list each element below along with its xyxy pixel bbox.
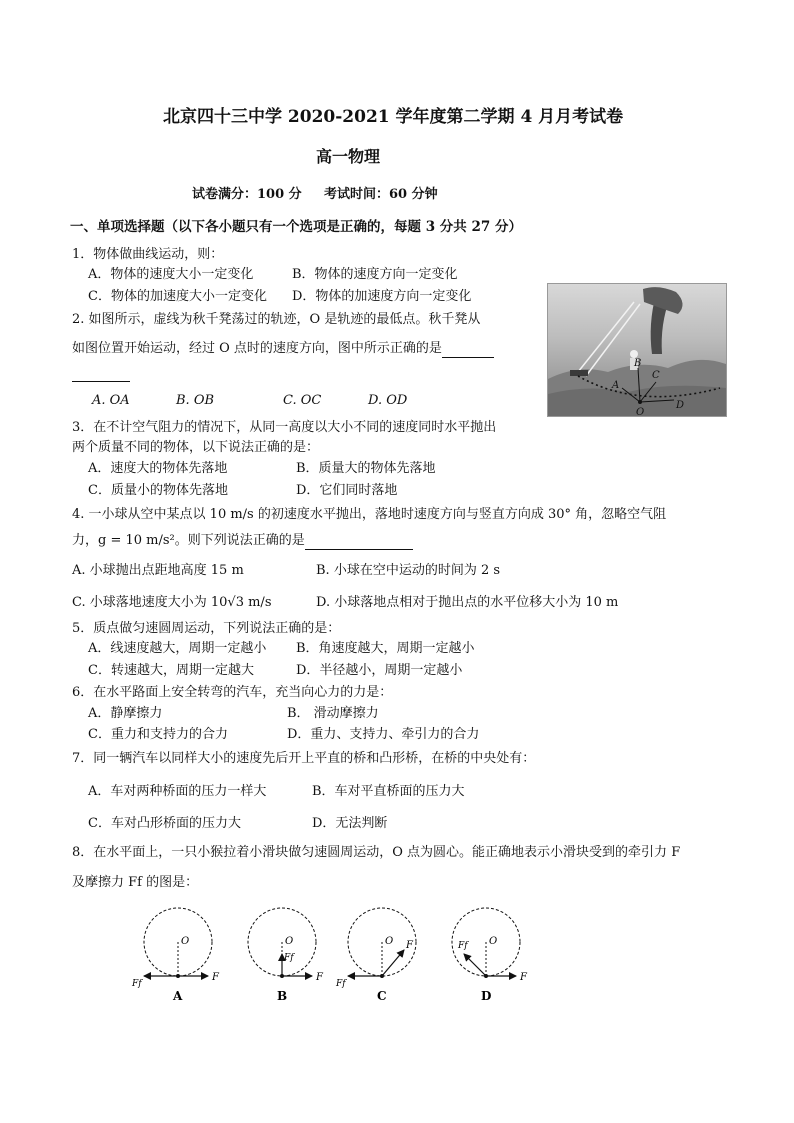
q7-stem: 7．同一辆汽车以同样大小的速度先后开上平直的桥和凸形桥，在桥的中央处有： [72,751,536,766]
diagram-a-f-label: F [212,972,219,983]
q3-line1: 3．在不计空气阻力的情况下，从同一高度以大小不同的速度同时水平抛出 [72,420,497,435]
q2-option-a: A. OA [92,393,130,408]
q4-option-b: B. 小球在空中运动的时间为 2 s [316,563,501,578]
diagram-c-ff-label: Ff [336,979,346,989]
answer-blank [442,343,494,358]
fig-label-b: B [634,358,642,369]
score-info: 试卷满分：100 分 [192,187,302,202]
q6-stem: 6．在水平路面上安全转弯的汽车，充当向心力的力是： [72,685,393,700]
diagram-d-f-label: F [520,972,527,983]
q4-option-c: C. 小球落地速度大小为 10√3 m/s [72,595,272,610]
diagram-c [335,908,416,1003]
diagram-a-ff-label: Ff [132,979,142,989]
q2-option-d: D. OD [368,393,408,408]
diagram-c-label: C [377,989,387,1003]
q4-option-a: A. 小球抛出点距地高度 15 m [72,563,244,578]
swing-photo [547,283,727,417]
q7-option-c: C．车对凸形桥面的压力大 [88,816,241,831]
diagram-c-f-label: F [406,940,413,951]
q3-option-b: B．质量大的物体先落地 [296,461,436,476]
q5-option-a: A．线速度越大，周期一定越小 [88,641,267,656]
q7-option-a: A．车对两种桥面的压力一样大 [88,784,267,799]
q3-option-d: D．它们同时落地 [296,483,398,498]
q5-stem: 5．质点做匀速圆周运动，下列说法正确的是： [72,621,341,636]
q5-option-c: C．转速越大，周期一定越大 [88,663,254,678]
force-diagrams [120,900,540,1012]
fig-label-o: O [636,407,645,416]
diagram-a-center-label: O [181,936,190,947]
diagram-b-center-label: O [285,936,294,947]
q7-option-d: D．无法判断 [312,816,388,831]
q1-option-a: A．物体的速度大小一定变化 [88,267,254,282]
time-info: 考试时间：60 分钟 [324,187,438,202]
q4-answer-blank [305,535,413,550]
q2-option-c: C. OC [283,393,322,408]
q1-stem: 1．物体做曲线运动，则： [72,247,224,262]
q6-option-a: A．静摩擦力 [88,706,163,721]
q3-option-c: C．质量小的物体先落地 [88,483,228,498]
section-heading: 一、单项选择题（以下各小题只有一个选项是正确的，每题 3 分共 27 分） [70,219,522,235]
q1-option-c: C．物体的加速度大小一定变化 [88,289,267,304]
q8-line2: 及摩擦力 Ff 的图是： [72,875,199,890]
q6-option-c: C．重力和支持力的合力 [88,727,228,742]
diagram-a [131,908,220,1003]
q2-line2: 如图位置开始运动，经过 O 点时的速度方向，图中所示正确的是 [72,341,442,356]
answer-blank-cont [72,367,130,382]
q2-line1: 2. 如图所示，虚线为秋千凳荡过的轨迹，O 是轨迹的最低点。秋千凳从 [72,312,481,327]
q4-line2: 力，g = 10 m/s²。则下列说法正确的是 [72,533,305,548]
diagram-b-f-label: F [316,972,323,983]
q1-option-b: B．物体的速度方向一定变化 [292,267,458,282]
exam-title: 北京四十三中学 2020-2021 学年度第二学期 4 月月考试卷 [163,107,624,127]
diagram-b-label: B [277,989,288,1003]
q4-option-d: D. 小球落地点相对于抛出点的水平位移大小为 10 m [316,595,619,610]
q3-line2: 两个质量不同的物体，以下说法正确的是： [72,440,320,455]
q5-option-d: D．半径越小，周期一定越小 [296,663,463,678]
diagram-b-ff-label: Ff [284,953,294,963]
q7-option-b: B．车对平直桥面的压力大 [312,784,465,799]
q2-blank-line-wrap [72,364,130,382]
q8-line1: 8．在水平面上，一只小猴拉着小滑块做匀速圆周运动，O 点为圆心。能正确地表示小滑块受到的牵引力 F [72,845,681,860]
diagram-d-center-label: O [489,936,498,947]
q6-option-d: D．重力、支持力、牵引力的合力 [287,727,480,742]
diagram-c-center-label: O [385,936,394,947]
fig-label-c: C [652,370,660,381]
diagram-a-label: A [173,989,183,1003]
diagram-d-label: D [481,989,492,1003]
diagram-b [248,908,324,1003]
q6-option-b: B． 滑动摩擦力 [287,706,379,721]
swing-figure [548,284,726,416]
q3-option-a: A．速度大的物体先落地 [88,461,228,476]
q2-line2-wrap [72,340,494,358]
q2-option-b: B. OB [176,393,215,408]
diagram-d [452,908,528,1003]
subject-title: 高一物理 [316,147,381,166]
q4-line2-wrap [72,532,413,550]
q1-option-d: D．物体的加速度方向一定变化 [292,289,472,304]
q5-option-b: B．角速度越大，周期一定越小 [296,641,475,656]
q4-line1: 4. 一小球从空中某点以 10 m/s 的初速度水平抛出，落地时速度方向与竖直方向成 30° 角，忽略空气阻 [72,507,667,522]
fig-label-a: A [612,380,620,391]
fig-label-d: D [676,400,685,411]
diagram-d-ff-label: Ff [458,941,468,951]
